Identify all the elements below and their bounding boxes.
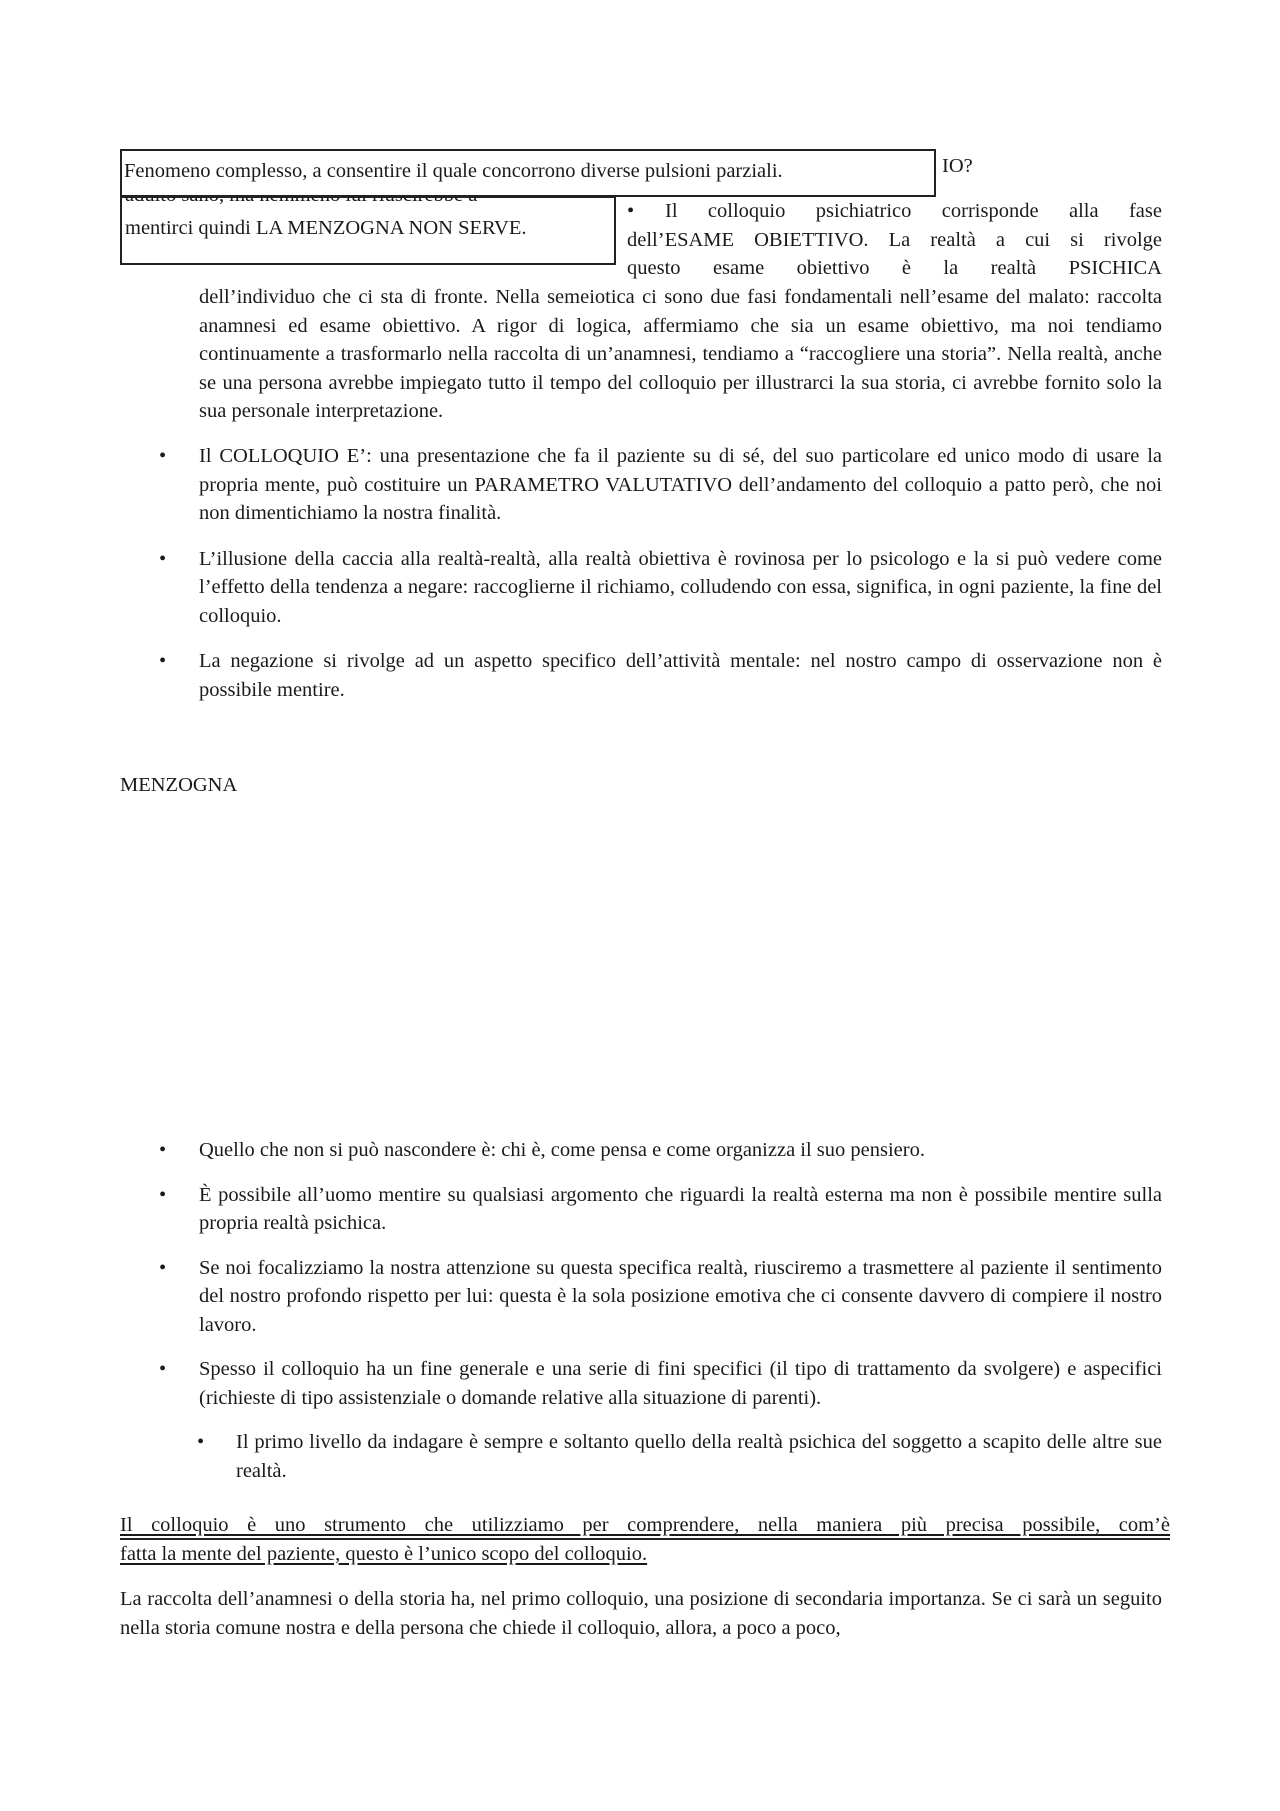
- heading-fragment: IO?: [942, 155, 973, 177]
- bullet-marker: •: [159, 1256, 167, 1279]
- bullet-marker: •: [159, 650, 167, 672]
- list-item: [159, 647, 1162, 704]
- list-item-text: La negazione si rivolge ad un aspetto specifico dell’attività mentale: nel nostro campo di osservazione non è possibile mentire.: [199, 650, 1162, 701]
- sub-list-item: [159, 1428, 1162, 1485]
- bullet-list-menzogna: [159, 1136, 1162, 1501]
- section-label: MENZOGNA: [120, 774, 238, 796]
- text-box-definition-text: Fenomeno complesso, a consentire il quale concorrono diverse pulsioni parziali.: [124, 160, 783, 182]
- underlined-line-1: Il colloquio è uno strumento che utilizziamo per comprendere, nella maniera più precisa possibile, com’è: [120, 1514, 1170, 1536]
- list-item: [159, 1355, 1162, 1412]
- intro-line-3: questo esame obiettivo è la realtà PSICHICA: [627, 257, 1162, 279]
- list-item-text: È possibile all’uomo mentire su qualsiasi argomento che riguardi la realtà esterna ma non è possibile mentire sulla propria realtà psichica.: [199, 1183, 1162, 1234]
- closing-paragraph: La raccolta dell’anamnesi o della storia ha, nel primo colloquio, una posizione di secondaria importanza. Se ci sarà un seguito nella storia comune nostra e della persona che chiede il colloquio, allora, a poco a poco,: [120, 1588, 1162, 1639]
- intro-continuation: dell’individuo che ci sta di fronte. Nella semeiotica ci sono due fasi fondamentali nell’esame del malato: raccolta anamnesi ed esame obiettivo. A rigor di logica, affermiamo che sia un esame obiettivo, ma noi tendiamo continuamente a trasformarlo nella raccolta di un’anamnesi, tendiamo a “raccogliere una storia”. Nella realtà, anche se una persona avrebbe impiegato tutto il tempo del colloquio per illustrarci la sua storia, ci avrebbe fornito solo la sua personale interpretazione.: [199, 286, 1162, 422]
- text-box-definition: [120, 149, 936, 197]
- intro-line-1: Il colloquio psichiatrico corrisponde alla fase: [665, 200, 1162, 222]
- intro-bullet: [627, 197, 1162, 283]
- list-item: [159, 1254, 1162, 1340]
- list-item: [159, 442, 1162, 528]
- underlined-statement: [120, 1511, 1170, 1568]
- underline-rule: [120, 1538, 1170, 1540]
- list-item: [159, 545, 1162, 631]
- bullet-marker: •: [627, 200, 635, 222]
- list-item-text: Il COLLOQUIO E’: una presentazione che fa il paziente su di sé, del suo particolare ed unico modo di usare la propria mente, può costituire un PARAMETRO VALUTATIVO dell’andamento del colloquio a patto però, che noi non dimentichiamo la nostra finalità.: [199, 445, 1162, 524]
- list-item-text: Quello che non si può nascondere è: chi è, come pensa e come organizza il suo pensiero.: [199, 1139, 925, 1161]
- bullet-marker: •: [159, 445, 167, 467]
- bullet-list-colloquio: [159, 442, 1162, 721]
- list-item: [159, 1181, 1162, 1238]
- bullet-marker: •: [197, 1431, 205, 1453]
- bullet-marker: •: [159, 1358, 167, 1380]
- bullet-marker: •: [159, 1183, 167, 1206]
- text-box-menzogna: [120, 196, 616, 265]
- list-item: [159, 1136, 1162, 1165]
- list-item-text: Spesso il colloquio ha un fine generale e una serie di fini specifici (il tipo di trattamento da svolgere) e aspecifici (richieste di tipo assistenziale o domande relative alla situazione di parenti).: [199, 1358, 1162, 1409]
- underlined-line-2: fatta la mente del paziente, questo è l’unico scopo del colloquio.: [120, 1542, 648, 1565]
- intro-line-2: dell’ESAME OBIETTIVO. La realtà a cui si rivolge: [627, 228, 1162, 251]
- bullet-marker: •: [159, 547, 167, 570]
- sub-list-item-text: Il primo livello da indagare è sempre e soltanto quello della realtà psichica del soggetto a scapito delle altre sue realtà.: [236, 1431, 1162, 1482]
- text-box-menzogna-text: mentirci quindi LA MENZOGNA NON SERVE.: [125, 217, 527, 239]
- bullet-marker: •: [159, 1139, 167, 1161]
- list-item-text: L’illusione della caccia alla realtà-realtà, alla realtà obiettiva è rovinosa per lo psicologo e la si può vedere come l’effetto della tendenza a negare: raccoglierne il richiamo, colludendo con essa, significa, in ogni paziente, la fine del colloquio.: [199, 547, 1162, 627]
- list-item-text: Se noi focalizziamo la nostra attenzione su questa specifica realtà, riusciremo a trasmettere al paziente il sentimento del nostro profondo rispetto per lui: questa è la sola posizione emotiva che ci consente davvero di compiere il nostro lavoro.: [199, 1256, 1162, 1336]
